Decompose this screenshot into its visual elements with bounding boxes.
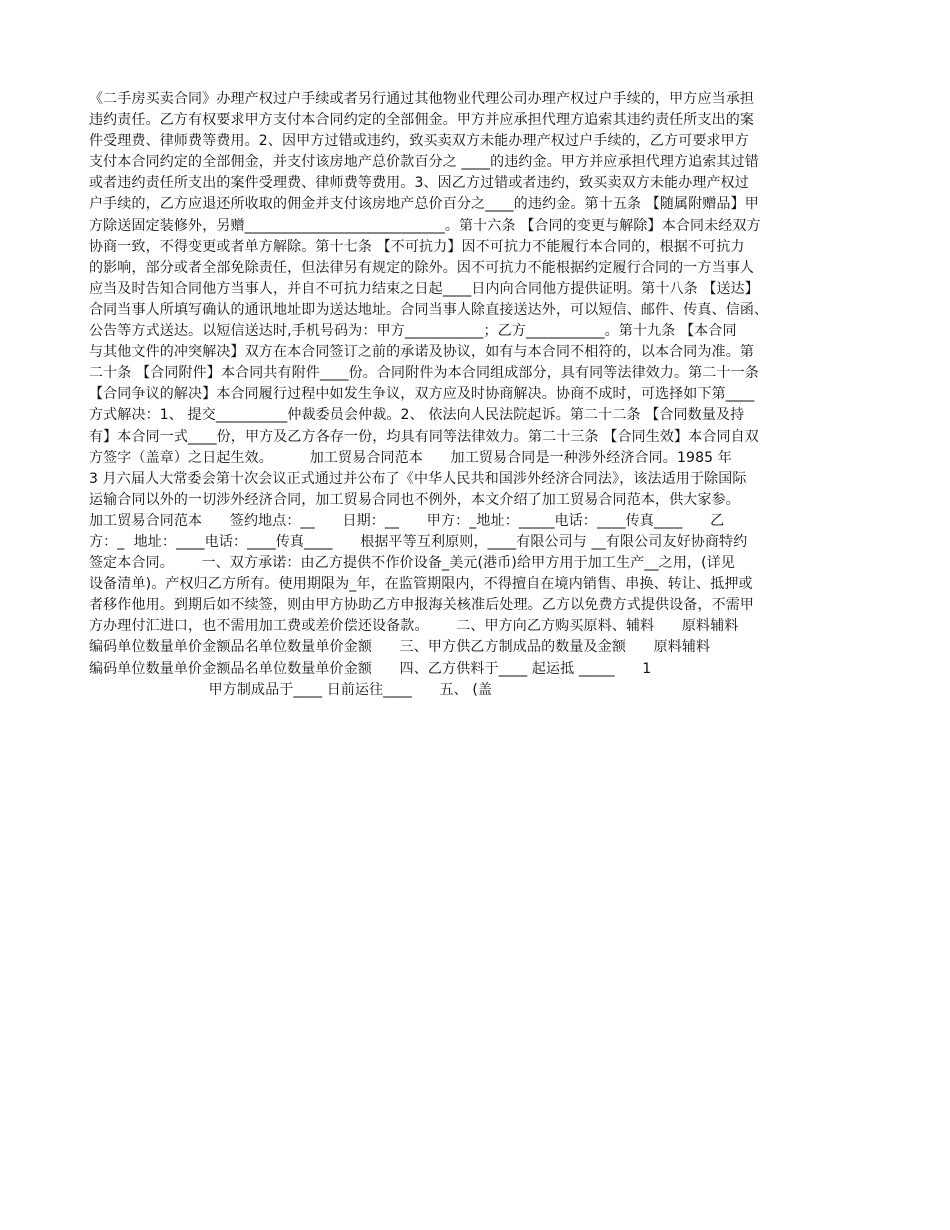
text-line: 方签字（盖章）之日起生效。 加工贸易合同范本 加工贸易合同是一种涉外经济合同。1985 年 [89, 449, 732, 466]
text-line: 3 月六届人大常委会第十次会议正式通过并公布了《中华人民共和国涉外经济合同法》，该法适用于除国际 [89, 470, 747, 487]
text-line: 《二手房买卖合同》办理产权过户手续或者另行通过其他物业代理公司办理产权过户手续的，甲方应当承担 [89, 91, 755, 107]
text-line: 设备清单)。产权归乙方所有。使用期限为_年，在监管期限内，不得擅自在境内销售、串换、转让、抵押或 [89, 576, 753, 593]
text-line: 有】本合同一式____份，甲方及乙方各存一份，均具有同等法律效力。第二十三条 【合同生效】本合同自双 [89, 428, 759, 445]
text-line: 甲方制成品于____ 日前运往____ 五、 (盖 [89, 681, 493, 698]
text-line: 方：_ 地址：____电话：____传真____ 根据平等互利原则，____有限公司与 __有限公司友好协商特约 [89, 533, 748, 550]
text-line: 公告等方式送达。以短信送达时,手机号码为：甲方___________；乙方___________。第十九条 【本合同 [89, 323, 737, 340]
text-line: 的影响，部分或者全部免除责任，但法律另有规定的除外。因不可抗力不能根据约定履行合同的一方当事人 [89, 259, 755, 276]
text-line: 合同当事人所填写确认的通讯地址即为送达地址。合同当事人除直接送达外，可以短信、邮件、传真、信函、 [89, 301, 769, 318]
text-line: 签定本合同。 一、双方承诺：由乙方提供不作价设备_美元(港币)给甲方用于加工生产__之用，(详见 [89, 555, 736, 572]
text-line: 加工贸易合同范本 签约地点：__ 日期：__ 甲方：_地址：_____电话：____传真____ 乙 [89, 512, 725, 529]
text-line: 应当及时告知合同他方当事人，并自不可抗力结束之日起____日内向合同他方提供证明。第十八条 【送达】 [89, 280, 759, 297]
text-line: 与其他文件的冲突解决】双方在本合同签订之前的承诺及协议，如有与本合同不相符的，以本合同为准。第 [89, 344, 755, 361]
text-line: 方除送固定装修外，另赠____________________________。第十六条 【合同的变更与解除】本合同未经双方 [89, 217, 761, 234]
text-line: 协商一致，不得变更或者单方解除。第十七条 【不可抗力】因不可抗力不能履行本合同的，根据不可抗力 [89, 238, 745, 255]
text-line: 运输合同以外的一切涉外经济合同，加工贸易合同也不例外，本文介绍了加工贸易合同范本，供大家参。 [89, 491, 740, 508]
text-line: 【合同争议的解决】本合同履行过程中如发生争议，双方应及时协商解决。协商不成时，可选择如下第____ [89, 386, 755, 403]
text-line: 支付本合同约定的全部佣金，并支付该房地产总价款百分之 ____的违约金。甲方并应承担代理方追索其过错 [89, 154, 759, 171]
contract-text [89, 89, 869, 701]
text-line: 二十条 【合同附件】本合同共有附件____份。合同附件为本合同组成部分，具有同等法律效力。第二十一条 [89, 365, 759, 382]
text-line: 方办理付汇进口，也不需用加工费或差价偿还设备款。 二、甲方向乙方购买原料、辅料 原料辅料 [89, 618, 739, 635]
text-line: 或者违约责任所支出的案件受理费、律师费等费用。3、因乙方过错或者违约，致买卖双方未能办理产权过 [89, 175, 749, 192]
text-line: 方式解决：1、 提交__________仲裁委员会仲裁。2、 依法向人民法院起诉。第二十二条 【合同数量及持 [89, 407, 745, 424]
text-line: 编码单位数量单价金额品名单位数量单价金额 四、乙方供料于____ 起运抵 _____ 1 [89, 660, 652, 677]
text-line: 编码单位数量单价金额品名单位数量单价金额 三、甲方供乙方制成品的数量及金额 原料辅料 [89, 639, 711, 656]
text-line: 者移作他用。到期后如不续签，则由甲方协助乙方申报海关核准后处理。乙方以免费方式提供设备，不需甲 [89, 597, 755, 614]
text-line: 户手续的，乙方应退还所收取的佣金并支付该房地产总价百分之____的违约金。第十五条 【随属附赠品】甲 [89, 196, 759, 213]
text-line: 违约责任。乙方有权要求甲方支付本合同约定的全部佣金。甲方并应承担代理方追索其违约责任所支出的案 [89, 112, 755, 129]
text-line: 件受理费、律师费等费用。2、因甲方过错或违约，致买卖双方未能办理产权过户手续的，乙方可要求甲方 [89, 133, 749, 150]
